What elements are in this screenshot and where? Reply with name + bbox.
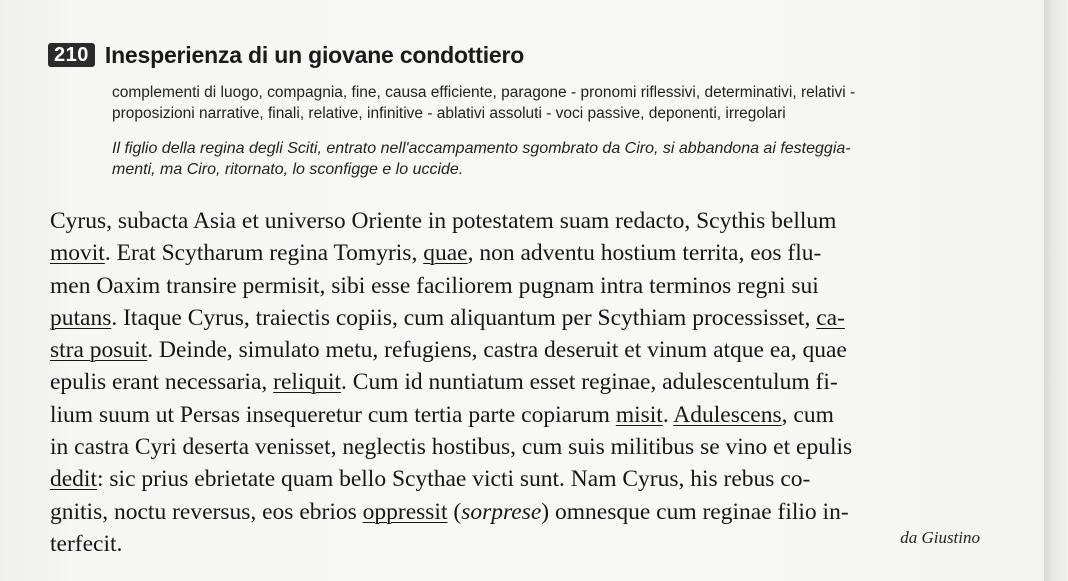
passage-line [50,399,980,431]
passage-line [50,270,980,302]
underlined-verb: dedit [50,466,97,493]
passage-text: gnitis, noctu reversus, eos ebrios [50,498,363,525]
passage-text-group [50,334,847,366]
grammar-topics [112,82,982,124]
passage-text: in castra Cyri deserta venisset, neglectis hostibus, cum suis militibus se vino et epulis [50,434,853,461]
underlined-verb: reliquit [273,369,342,396]
underlined-verb: quae [423,240,468,267]
summary-intro [112,138,982,180]
passage-line [50,302,980,334]
page-edge-shadow [1044,0,1068,581]
underlined-verb: Adulescens [673,401,782,428]
passage-line [50,496,980,528]
passage-text: . [662,401,674,428]
passage-text: . Deinde, simulato metu, refugiens, castra deseruit et vinum atque ea, quae [147,337,847,364]
exercise-title: Inesperienza di un giovane condottiero [104,41,525,68]
passage-text: men Oaxim transire permisit, sibi esse faciliorem pugnam intra terminos regni sui [50,272,819,299]
passage-text: ( [447,498,462,525]
passage-text-group [50,237,821,269]
topics-line: complementi di luogo, compagnia, fine, causa efficiente, paragone - pronomi riflessivi, determinativi, relativi - [112,84,856,101]
passage-text-group [50,302,845,334]
passage-text-group [50,496,849,528]
intro-line: menti, ma Ciro, ritornato, lo sconfigge e lo uccide. [112,161,464,178]
underlined-verb: misit [615,401,663,428]
passage-text: terfecit. [50,530,123,557]
passage-line [50,431,980,463]
passage-text: , cum [781,401,834,428]
passage-text: . Itaque Cyrus, traiectis copiis, cum aliquantum per Scythiam processisset, [111,304,817,331]
passage-text-group [50,399,834,431]
source-attribution: da Giustino [900,528,980,547]
underlined-verb: ca- [816,304,845,331]
underlined-verb: movit [50,240,105,267]
passage-text: ) omnesque cum reginae filio in- [541,498,849,525]
passage-text: : sic prius ebrietate quam bello Scythae victi sunt. Nam Cyrus, his rebus co- [97,466,811,493]
italian-gloss: sorprese [461,498,542,525]
underlined-verb: stra posuit [50,337,148,364]
passage-text: Cyrus, subacta Asia et universo Oriente in potestatem suam redacto, Scythis bellum [50,208,837,234]
passage-text: epulis erant necessaria, [50,369,274,396]
passage-text: . Cum id nuntiatum esset reginae, adulescentulum fi- [341,369,838,396]
exercise-header [48,40,524,70]
passage-text: , non adventu hostium territa, eos flu- [467,240,822,267]
passage-line [50,528,980,560]
underlined-verb: putans [50,304,112,331]
passage-line [50,205,980,237]
passage-line [50,463,980,495]
latin-passage [50,205,980,560]
topics-line: proposizioni narrative, finali, relative, infinitive - ablativi assoluti - voci passive, deponenti, irregolari [112,105,786,122]
exercise-number-badge: 210 [48,43,95,67]
passage-text-group [50,366,838,398]
passage-text: . Erat Scytharum regina Tomyris, [104,240,424,267]
passage-line [50,334,980,366]
intro-line: Il figlio della regina degli Sciti, entrato nell'accampamento sgombrato da Ciro, si abbandona ai festeggia- [112,140,851,157]
passage-text-group [50,463,810,495]
passage-text: lium suum ut Persas insequeretur cum tertia parte copiarum [50,401,616,428]
passage-line [50,366,980,398]
passage-line [50,237,980,269]
underlined-verb: oppressit [362,498,448,525]
